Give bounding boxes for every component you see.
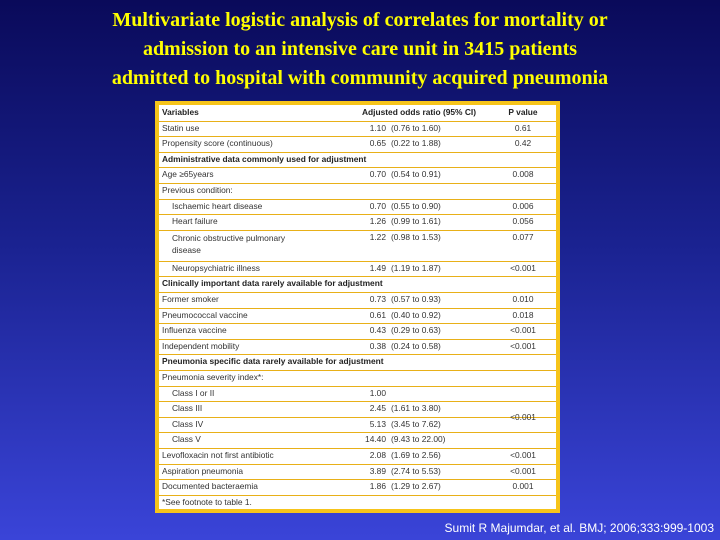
confidence-interval: (0.76 to 1.60) xyxy=(391,122,441,133)
variable-label: Class I or II xyxy=(172,387,215,398)
odds-ratio-cell xyxy=(339,464,489,480)
p-value-cell: 0.006 xyxy=(512,200,534,211)
table-row xyxy=(159,479,556,496)
variable-label: *See footnote to table 1. xyxy=(162,496,252,507)
p-value-cell: 0.42 xyxy=(514,138,532,149)
odds-ratio-cell xyxy=(339,448,489,464)
table-row xyxy=(159,464,556,481)
odds-ratio-cell xyxy=(339,292,489,308)
variable-label: Heart failure xyxy=(172,216,218,227)
header-p-value: P value xyxy=(508,107,538,117)
p-value-cell: <0.001 xyxy=(510,340,536,351)
odds-ratio-estimate: 1.49 xyxy=(369,262,386,273)
confidence-interval: (0.22 to 1.88) xyxy=(391,138,441,149)
variable-label xyxy=(172,232,285,257)
table-row xyxy=(159,339,556,356)
table-footnote xyxy=(159,495,556,509)
p-value-cell: <0.001 xyxy=(510,465,536,476)
section-heading xyxy=(159,276,556,293)
confidence-interval: (0.57 to 0.93) xyxy=(391,294,441,304)
odds-ratio-estimate: 1.00 xyxy=(369,387,386,398)
odds-ratio-cell xyxy=(339,199,489,215)
variable-label: Documented bacteraemia xyxy=(162,481,258,492)
confidence-interval: (0.99 to 1.61) xyxy=(391,216,441,227)
odds-ratio-cell xyxy=(339,339,489,355)
p-value-cell: 0.001 xyxy=(512,481,534,492)
variable-label: Class V xyxy=(172,434,201,445)
p-value-cell: <0.001 xyxy=(510,450,536,460)
table-row xyxy=(159,448,556,465)
confidence-interval: (1.29 to 2.67) xyxy=(391,481,441,492)
odds-ratio-cell xyxy=(339,136,489,152)
table-row xyxy=(159,261,556,278)
p-value-cell: 0.008 xyxy=(512,169,534,180)
title-line-2: admission to an intensive care unit in 3415 patients xyxy=(142,38,578,60)
odds-ratio-table xyxy=(155,101,560,513)
table-row xyxy=(159,183,556,200)
odds-ratio-cell xyxy=(339,432,489,448)
variable-label: Neuropsychiatric illness xyxy=(172,262,260,273)
confidence-interval: (9.43 to 22.00) xyxy=(391,434,446,445)
table-row xyxy=(159,230,556,262)
variable-label: Levofloxacin not first antibiotic xyxy=(162,450,274,460)
odds-ratio-cell xyxy=(339,121,489,137)
variable-label: Administrative data commonly used for adjustment xyxy=(162,153,367,164)
section-heading xyxy=(159,354,556,371)
variable-label: Pneumococcal vaccine xyxy=(162,309,248,320)
table-row xyxy=(159,214,556,231)
table-row xyxy=(159,121,556,138)
confidence-interval: (1.69 to 2.56) xyxy=(391,450,441,460)
odds-ratio-estimate: 0.70 xyxy=(369,200,386,211)
odds-ratio-estimate: 1.10 xyxy=(369,122,386,133)
variable-label: Pneumonia specific data rarely available for adjustment xyxy=(162,356,384,367)
odds-ratio-estimate: 5.13 xyxy=(369,418,386,429)
odds-ratio-estimate: 2.45 xyxy=(369,403,386,414)
variable-label: Class IV xyxy=(172,418,204,429)
odds-ratio-cell xyxy=(339,417,489,433)
odds-ratio-cell xyxy=(339,386,489,402)
variable-label: Pneumonia severity index*: xyxy=(162,372,264,382)
confidence-interval: (0.29 to 0.63) xyxy=(391,325,441,336)
header-variables: Variables xyxy=(162,107,199,117)
variable-label: Former smoker xyxy=(162,294,219,304)
odds-ratio-cell xyxy=(339,308,489,324)
variable-label: Aspiration pneumonia xyxy=(162,465,244,476)
table-body xyxy=(159,105,556,509)
odds-ratio-estimate: 1.26 xyxy=(369,216,386,227)
table-row xyxy=(159,292,556,309)
title-line-3: admitted to hospital with community acquired pneumonia xyxy=(111,67,609,89)
odds-ratio-cell xyxy=(339,261,489,277)
variable-label: Propensity score (continuous) xyxy=(162,138,273,149)
confidence-interval: (0.54 to 0.91) xyxy=(391,169,441,180)
severity-p-value: <0.001 xyxy=(510,411,536,422)
confidence-interval: (2.74 to 5.53) xyxy=(391,465,441,476)
variable-label-line2: disease xyxy=(172,245,201,256)
odds-ratio-cell xyxy=(339,167,489,183)
confidence-interval: (0.98 to 1.53) xyxy=(391,231,441,242)
variable-label: Age ≥65years xyxy=(162,169,214,180)
p-value-cell: 0.010 xyxy=(512,294,534,304)
odds-ratio-cell xyxy=(339,230,489,246)
header-odds-ratio: Adjusted odds ratio (95% CI) xyxy=(361,107,476,117)
reference-citation: Sumit R Majumdar, et al. BMJ; 2006;333:999-1003 xyxy=(444,521,714,535)
odds-ratio-cell xyxy=(339,401,489,417)
variable-label: Ischaemic heart disease xyxy=(172,200,263,211)
p-value-cell: <0.001 xyxy=(510,262,536,273)
section-heading xyxy=(159,152,556,169)
odds-ratio-cell xyxy=(339,214,489,230)
odds-ratio-cell xyxy=(339,323,489,339)
confidence-interval: (0.40 to 0.92) xyxy=(391,309,441,320)
odds-ratio-estimate: 14.40 xyxy=(365,434,386,445)
variable-label: Influenza vaccine xyxy=(162,325,227,336)
variable-label: Class III xyxy=(172,403,203,414)
odds-ratio-estimate: 0.38 xyxy=(369,340,386,351)
odds-ratio-estimate: 0.70 xyxy=(369,169,386,180)
slide-title xyxy=(0,6,720,93)
p-value-cell: <0.001 xyxy=(510,325,536,336)
table-row xyxy=(159,308,556,325)
variable-label: Independent mobility xyxy=(162,340,240,351)
p-value-cell: 0.018 xyxy=(512,309,534,320)
confidence-interval: (0.24 to 0.58) xyxy=(391,340,441,351)
confidence-interval: (1.61 to 3.80) xyxy=(391,403,441,414)
odds-ratio-estimate: 0.65 xyxy=(369,138,386,149)
odds-ratio-cell xyxy=(339,479,489,495)
table-row xyxy=(159,323,556,340)
p-value-cell: 0.077 xyxy=(512,231,534,242)
table-row xyxy=(159,199,556,216)
confidence-interval: (1.19 to 1.87) xyxy=(391,262,441,273)
variable-label-line1: Chronic obstructive pulmonary xyxy=(172,232,286,243)
confidence-interval: (3.45 to 7.62) xyxy=(391,418,441,429)
table-row xyxy=(159,167,556,184)
odds-ratio-estimate: 0.61 xyxy=(369,309,386,320)
odds-ratio-estimate: 1.86 xyxy=(369,481,386,492)
table-row xyxy=(159,136,556,153)
odds-ratio-estimate: 3.89 xyxy=(369,465,386,476)
confidence-interval: (0.55 to 0.90) xyxy=(391,200,441,211)
table-row xyxy=(159,370,556,387)
odds-ratio-estimate: 1.22 xyxy=(369,231,386,242)
title-line-1: Multivariate logistic analysis of correlates for mortality or xyxy=(112,9,608,31)
variable-label: Previous condition: xyxy=(162,185,233,195)
table-header-row xyxy=(159,105,556,122)
p-value-cell: 0.056 xyxy=(512,216,534,227)
odds-ratio-estimate: 0.73 xyxy=(369,294,386,304)
odds-ratio-estimate: 2.08 xyxy=(369,450,386,460)
odds-ratio-estimate: 0.43 xyxy=(369,325,386,336)
variable-label: Clinically important data rarely available for adjustment xyxy=(162,278,383,289)
p-value-cell: 0.61 xyxy=(514,122,532,133)
variable-label: Statin use xyxy=(162,122,200,133)
